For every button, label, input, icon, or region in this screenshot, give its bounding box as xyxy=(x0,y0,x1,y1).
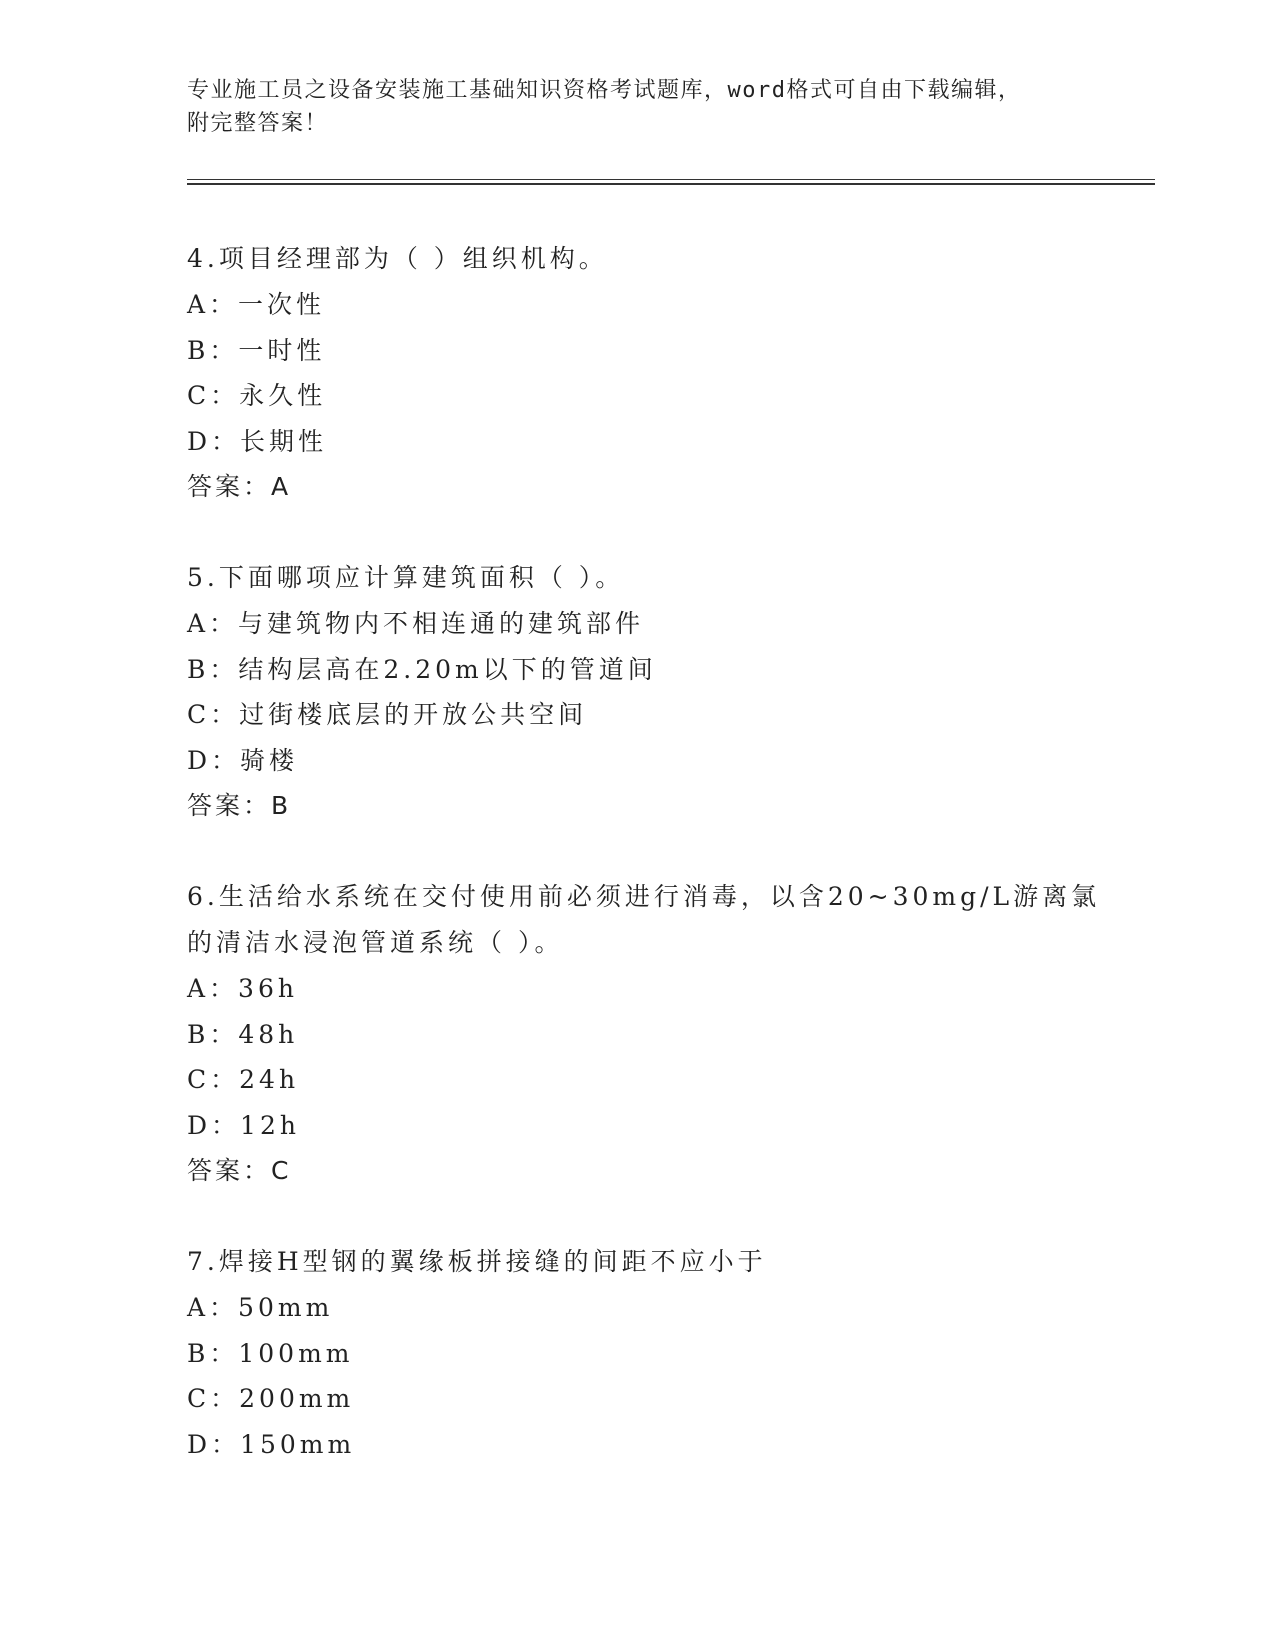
option-b: B：100mm xyxy=(187,1338,354,1368)
question-stem: 4.项目经理部为（ ）组织机构。 xyxy=(187,244,608,273)
option-d: D：12h xyxy=(187,1110,300,1140)
header-divider-top xyxy=(187,179,1155,180)
question-6 xyxy=(187,874,1147,1193)
answer-line: 答案：C xyxy=(187,1156,292,1185)
question-4 xyxy=(187,236,1147,509)
document-header xyxy=(187,74,1087,140)
header-line-2: 附完整答案！ xyxy=(187,111,329,136)
option-a: A：50mm xyxy=(187,1293,334,1322)
header-divider-bottom xyxy=(187,183,1155,185)
option-b: B：48h xyxy=(187,1019,299,1049)
question-stem: 6.生活给水系统在交付使用前必须进行消毒，以含20~30mg/L游离氯 xyxy=(187,882,1101,911)
option-a: A：36h xyxy=(187,974,298,1003)
question-stem-continued: 的清洁水浸泡管道系统（ ）。 xyxy=(187,928,564,957)
option-b: B：一时性 xyxy=(187,335,326,365)
question-list xyxy=(187,236,1147,1513)
option-d: D：骑楼 xyxy=(187,745,299,775)
option-a: A：一次性 xyxy=(187,290,326,319)
question-7 xyxy=(187,1239,1147,1467)
answer-line: 答案：A xyxy=(187,472,292,501)
option-c: C：200mm xyxy=(187,1384,355,1413)
option-c: C：永久性 xyxy=(187,381,327,410)
option-d: D：长期性 xyxy=(187,426,328,456)
question-stem: 7.焊接H型钢的翼缘板拼接缝的间距不应小于 xyxy=(187,1247,767,1276)
option-a: A：与建筑物内不相连通的建筑部件 xyxy=(187,609,645,638)
question-5 xyxy=(187,555,1147,828)
option-d: D：150mm xyxy=(187,1429,356,1459)
option-c: C：24h xyxy=(187,1065,300,1094)
option-c: C：过街楼底层的开放公共空间 xyxy=(187,700,588,729)
question-stem: 5.下面哪项应计算建筑面积（ ）。 xyxy=(187,563,625,592)
answer-line: 答案：B xyxy=(187,791,292,820)
header-line-1: 专业施工员之设备安装施工基础知识资格考试题库，word格式可自由下载编辑， xyxy=(187,78,1022,103)
option-b: B：结构层高在2.20m以下的管道间 xyxy=(187,654,657,684)
